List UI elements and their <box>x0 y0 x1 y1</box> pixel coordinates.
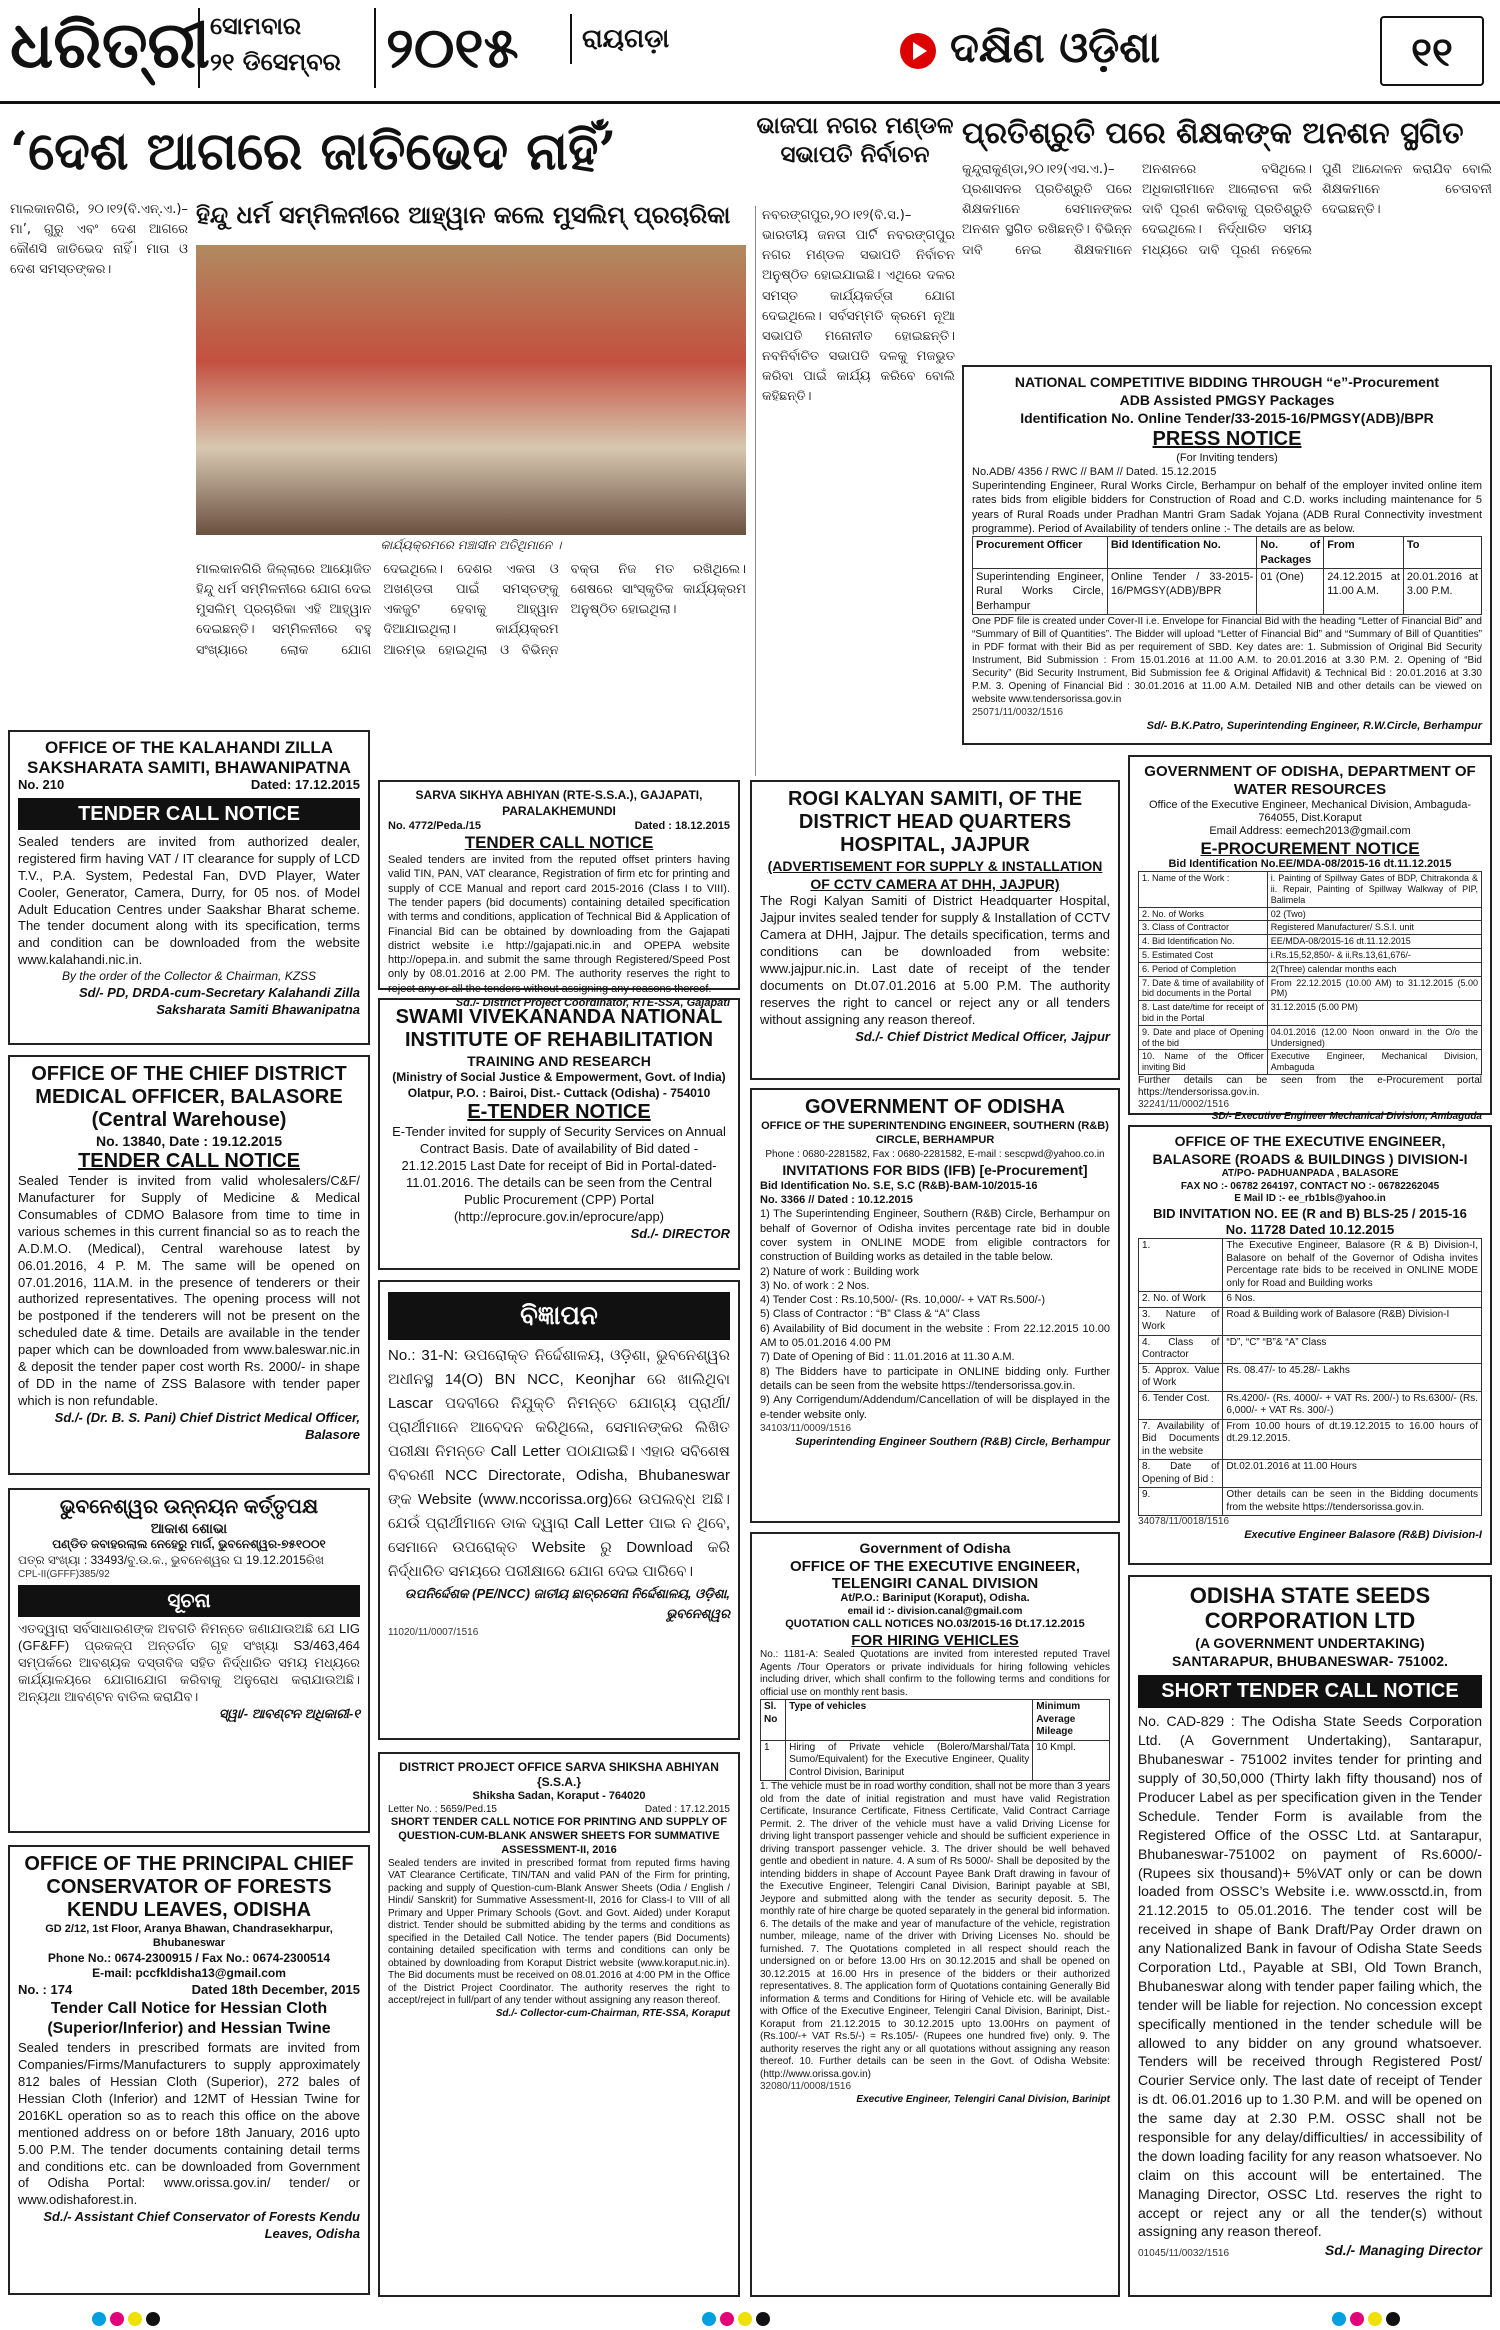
telengiri-td: Hiring of Private vehicle (Bolero/Marshal/Tata Sumo/Equivalent) for the Executive Engineer, Quality Control Division, Bariniput <box>786 1740 1033 1781</box>
ad-koraput-ssa <box>378 1752 740 2297</box>
rnbb-bar: INVITATIONS FOR BIDS (IFB) [e-Procurement] <box>782 1161 1088 1178</box>
jajpur-title: ROGI KALYAN SAMITI, OF THE DISTRICT HEAD QUARTERS HOSPITAL, JAJPUR <box>787 788 1083 856</box>
rnbbal-bar: BID INVITATION NO. EE (R and B) BLS-25 / 2015-16 <box>1153 1205 1467 1221</box>
water-val: EE/MDA-08/2015-16 dt.11.12.2015 <box>1267 935 1481 949</box>
telengiri-sub: OFFICE OF THE EXECUTIVE ENGINEER, TELENGIRI CANAL DIVISION <box>789 1557 1081 1592</box>
water-key: 9. Date and place of Opening of the bid <box>1139 1025 1268 1050</box>
rnbb-item: 8) The Bidders have to participate in ONLINE bidding only. Further details can be seen from the website https://tendersorissa.gov.in. <box>760 1365 1110 1392</box>
magenta-dot <box>110 2312 124 2326</box>
water-val: Executive Engineer, Mechanical Division, Ambaguda <box>1267 1050 1481 1075</box>
gajapati-date: Dated : 18.12.2015 <box>634 820 730 833</box>
koraput-title: DISTRICT PROJECT OFFICE SARVA SHIKSHA ABHIYAN {S.S.A.} <box>399 1760 719 1789</box>
page-number: ୧୧ <box>1380 16 1484 86</box>
lead-body: ମାଲକାନଗିରି ଜିଲ୍ଲାରେ ଆୟୋଜିତ ହିନ୍ଦୁ ଧର୍ମ ସମ୍ମିଳନୀରେ ଯୋଗ ଦେଇ ମୁସଲିମ୍ ପ୍ରଚାରିକା ଏହି ଆହ୍ୱାନ ଦେଇଛନ୍ତି। ସମ୍ମିଳନୀରେ ବହୁ ସଂଖ୍ୟାରେ ଲୋକ ଯୋଗ ଦେଇଥିଲେ। ଦେଶର ଏକତା ଓ ଅଖଣ୍ଡତା ପାଇଁ ସମସ୍ତଙ୍କୁ ଏକଜୁଟ ହେବାକୁ ଆହ୍ୱାନ ଦିଆଯାଇଥିଲା। କାର୍ଯ୍ୟକ୍ରମ ଆରମ୍ଭ ହୋଇଥିଲା ଓ ବିଭିନ୍ନ ବକ୍ତା ନିଜ ମତ ରଖିଥିଲେ। ଶେଷରେ ସାଂସ୍କୃତିକ କାର୍ଯ୍ୟକ୍ରମ ଅନୁଷ୍ଠିତ ହୋଇଥିଲା। <box>196 562 746 658</box>
rnbbal-val: 6 Nos. <box>1223 1292 1482 1308</box>
rnbbal-val: Rs.4200/- (Rs. 4000/- + VAT Rs. 200/-) to Rs.6300/- (Rs. 6,000/- + VAT Rs. 300/-) <box>1223 1391 1482 1419</box>
rnbb-item: 7) Date of Opening of Bid : 11.01.2016 at 11.30 A.M. <box>760 1351 1015 1364</box>
telengiri-body: No.: 1181-A: Sealed Quotations are invited from interested reputed Travel Agents /Tour Operators or private individuals for hiring following vehicles including driver, which shall confirm to the following terms and conditions for official use on monthly rent basis. <box>760 1649 1110 1698</box>
ncb-sub: ADB Assisted PMGSY Packages <box>1119 392 1335 409</box>
rnbbal-key: 9. <box>1139 1488 1223 1516</box>
telengiri-td: 1 <box>761 1740 786 1781</box>
yellow-dot <box>738 2312 752 2326</box>
telengiri-th: Sl. No <box>761 1700 786 1741</box>
rnbbal-key: 1. <box>1139 1239 1223 1292</box>
bjp-headline: ଭାଜପା ନଗର ମଣ୍ଡଳ ସଭାପତି ନିର୍ବାଚନ <box>756 112 954 168</box>
ossc-bar: SHORT TENDER CALL NOTICE <box>1138 1675 1482 1708</box>
water-key: 1. Name of the Work : <box>1139 872 1268 907</box>
ossc-ref: 01045/11/0032/1516 <box>1138 2247 1230 2259</box>
issue-year: ୨୦୧୫ <box>374 8 564 88</box>
yellow-dot <box>1368 2312 1382 2326</box>
kendu-email: E-mail: pccfkldisha13@gmail.com <box>92 1966 286 1981</box>
ossc-addr: SANTARAPUR, BHUBANESWAR- 751002. <box>1172 1653 1448 1670</box>
ncb-th: Bid Identification No. <box>1107 537 1257 569</box>
rnbb-sig: Superintending Engineer Southern (R&B) Circle, Berhampur <box>795 1435 1110 1448</box>
rnbbal-key: 4. Class of Contractor <box>1139 1335 1223 1363</box>
ncb-th: From <box>1324 537 1404 569</box>
issue-day-date: ୨୧ ଡିସେମ୍ବର <box>210 48 341 76</box>
magenta-dot <box>720 2312 734 2326</box>
yellow-dot <box>128 2312 142 2326</box>
koraput-no: Letter No. : 5659/Ped.15 <box>388 1803 497 1815</box>
lead-headline: ‘ଦେଶ ଆଗରେ ଜାତିଭେଦ ନାହିଁ’ <box>10 121 617 182</box>
rnbbal-addr: AT/PO- PADHUANPADA , BALASORE <box>1221 1168 1399 1179</box>
kalahandi-date: Dated: 17.12.2015 <box>250 777 360 793</box>
lead-subheadline: ହିନ୍ଦୁ ଧର୍ମ ସମ୍ମିଳନୀରେ ଆହ୍ୱାନ କଲେ ମୁସଲିମ୍ ପ୍ରଚାରିକା <box>196 200 731 229</box>
ncc-body: No.: 31-N: ଉପରୋକ୍ତ ନିର୍ଦ୍ଦେଶାଳୟ, ଓଡ଼ିଶା, ଭୁବନେଶ୍ୱର ଅଧୀନସ୍ଥ 14(O) BN NCC, Keonjhar ରେ ଖାଲିଥିବା Lascar ପଦବୀରେ ନିଯୁକ୍ତି ନିମନ୍ତେ ଯୋଗ୍ୟ ପ୍ରାର୍ଥୀ/ପ୍ରାର୍ଥୀମାନେ ଆବେଦନ କରିଥିଲେ, ସେମାନଙ୍କର ଲିଖିତ ପରୀକ୍ଷା ନିମନ୍ତେ Call Letter ପଠାଯାଇଛି। ଏହାର ସବିଶେଷ ବିବରଣୀ NCC Directorate, Odisha, Bhubaneswar ଙ୍କ Website (www.nccorissa.org)ରେ ଉପଲବ୍ଧ ଅଛି। ଯେଉଁ ପ୍ରାର୍ଥୀମାନେ ଡାକ ଦ୍ୱାରା Call Letter ପାଇ ନ ଥିବେ, ସେମାନେ ଉପରୋକ୍ତ Website ରୁ Download କରି ନିର୍ଦ୍ଧାରିତ ସମୟରେ ପରୀକ୍ଷାରେ ଯୋଗ ଦେଇ ପାରିବେ। <box>388 1346 730 1580</box>
ncb-press: PRESS NOTICE <box>1152 427 1302 450</box>
water-key: 6. Period of Completion <box>1139 962 1268 976</box>
water-table <box>1138 871 1482 1075</box>
rnbb-sub: OFFICE OF THE SUPERINTENDING ENGINEER, SOUTHERN (R&B) CIRCLE, BERHAMPUR <box>761 1120 1109 1147</box>
jajpur-body: The Rogi Kalyan Samiti of District Headquarter Hospital, Jajpur invites sealed tender for supply & Installation of CCTV Camera at DHH, Jajpur. The details specification, terms and conditions can be downloaded from website: www.jajpur.nic.in. Last date of receipt of the tender documents on Dt.07.01.2016 at 5.00 P.M. The authority reserves the right to cancel or reject any or all tenders without assigning any reason thereof. <box>760 893 1110 1027</box>
rnbb-phone: Phone : 0680-2281582, Fax : 0680-2281582, E-mail : sescpwd@yahoo.co.in <box>765 1148 1105 1160</box>
registration-dots <box>700 2308 772 2327</box>
bda-addr: ପଣ୍ଡିତ ଜବାହରଲାଲ ନେହେରୁ ମାର୍ଗ, ଭୁବନେଶ୍ୱର-୭୫୧୦୦୧ <box>52 1537 326 1552</box>
ad-kalahandi <box>8 730 370 1045</box>
water-key: 2. No. of Works <box>1139 907 1268 921</box>
bda-bar: ସୂଚନା <box>18 1585 360 1617</box>
ncb-td: Online Tender / 33-2015-16/PMGSY(ADB)/BPR <box>1107 568 1257 614</box>
ad-ossc <box>1128 1575 1492 2297</box>
teachers-body: କୁନ୍ଦୁରାକୁଣ୍ଡା,୨୦।୧୨(ଏସ.ଏ.)– ପ୍ରଶାସନର ପ୍ରତିଶ୍ରୁତି ପରେ ଶିକ୍ଷକମାନେ ସେମାନଙ୍କର ଅନଶନ ସ୍ଥଗିତ ରଖିଛନ୍ତି। ବିଭିନ୍ନ ଦାବି ନେଇ ଶିକ୍ଷକମାନେ ଅନଶନରେ ବସିଥିଲେ। ଅଧିକାରୀମାନେ ଆଲୋଚନା କରି ଦାବି ପୂରଣ କରିବାକୁ ପ୍ରତିଶ୍ରୁତି ଦେଇଥିଲେ। ନିର୍ଦ୍ଧାରିତ ସମୟ ମଧ୍ୟରେ ଦାବି ପୂରଣ ନହେଲେ ପୁଣି ଆନ୍ଦୋଳନ କରାଯିବ ବୋଲି ଶିକ୍ଷକମାନେ ଚେତାବନୀ ଦେଇଛନ୍ତି। <box>962 162 1492 258</box>
water-val: From 22.12.2015 (10.00 AM) to 31.12.2015 (5.00 PM) <box>1267 976 1481 1001</box>
rnbbal-val: The Executive Engineer, Balasore (R & B) Division-I, Balasore on behalf of the Governor of Odisha invites Percentage rate bids to be received in ONLINE MODE only for Road and Building works <box>1223 1239 1482 1292</box>
water-sub: Office of the Executive Engineer, Mechanical Division, Ambaguda-764055, Dist.Koraput <box>1148 799 1472 825</box>
ad-balasore-cdmo <box>8 1055 370 1475</box>
koraput-sig: Sd./- Collector-cum-Chairman, RTE-SSA, Koraput <box>495 2007 730 2019</box>
telengiri-terms: 1. The vehicle must be in road worthy condition, shall not be more than 3 years old from the date of initial registration and must have valid Registration Certificate, Insurance Certificate, Fitness Certificate, Valid Contract Carriage Permit. 2. The driver of the vehicle must have a valid Driving License for driving light transport passenger vehicle and should be sufficient experience in driving transport passenger vehicle. 3. The driver should be well behaved gentle and obedient in nature. 4. A sum of Rs 5000/- Shall be deposited by the intending bidders in shape of Account Payee Bank Draft drawing in favour of the Executive Engineer, Telengiri Canal Division, Barinipt payable at SBI, Jeypore and submitted along with the tender as security deposit. 5. The monthly rate of hire charge be quoted separately in the general bid information. 6. The details of the make and year of manufacture of the vehicle, registration number, mileage, name of the driver with Driving Licenses No. should be furnished. 7. The Quotations completed in all respect should reach the undersigned on or before 13.00 Hrs on 30.12.2015 and shall be opened on 30.12.2015 at 16.00 Hrs in presence of the bidders or their authorized representatives. 8. The application form of Quotations containing Generally Bid information & terms and Conditions for Hiring of Vehicle etc. will be available with Office of the Executive Engineer, Telengiri Canal Division, Barinipt, Dist.- Koraput from 21.12.2015 to 30.12.2015 upto 13.00Hrs on payment of (Rs.100/-+ VAT Rs.5/-) = Rs.105/- (Rupees one hundred five) only. 9. The authority reserves the right any or all quotations without assigning any reason thereof. 10. Further details can be seen in the Govt. of Odisha Website: (http://www.orissa.gov.in) <box>760 1781 1110 2080</box>
rnbbal-key: 6. Tender Cost. <box>1139 1391 1223 1419</box>
ad-svnirtar <box>378 998 740 1270</box>
kendu-title: OFFICE OF THE PRINCIPAL CHIEF CONSERVATOR OF FORESTS KENDU LEAVES, ODISHA <box>24 1853 354 1921</box>
ad-gajapati-ssa <box>378 780 740 1009</box>
bda-sub: ଆକାଶ ଶୋଭା <box>150 1520 228 1536</box>
ncc-ref: 11020/11/0007/1516 <box>388 1627 479 1639</box>
cyan-dot <box>1332 2312 1346 2326</box>
rnbbal-val: Dt.02.01.2016 at 11.00 Hours <box>1223 1460 1482 1488</box>
telengiri-table <box>760 1699 1110 1781</box>
koraput-addr: Shiksha Sadan, Koraput - 764020 <box>472 1790 646 1802</box>
water-key: 7. Date & time of availability of bid documents in the Portal <box>1139 976 1268 1001</box>
masthead <box>0 0 1500 104</box>
section-title <box>900 18 1370 78</box>
magenta-dot <box>1350 2312 1364 2326</box>
play-icon <box>900 33 936 69</box>
water-val: 02 (Two) <box>1267 907 1481 921</box>
ad-bda <box>8 1488 370 1833</box>
telengiri-sig: Executive Engineer, Telengiri Canal Division, Barinipt <box>856 2093 1110 2105</box>
kendu-no: No. : 174 <box>18 1981 73 1997</box>
ossc-body: No. CAD-829 : The Odisha State Seeds Corporation Ltd. (A Government Undertaking), Santarapur, Bhubaneswar - 751002 invites tender for printing and supply of 30,50,000 (Thirty lakh fifty thousand) nos of Producer Label as per specification given in the Tender Schedule. Tender Form is available from the Registered Office of the OSSC Ltd. at Santarapur, Bhubaneswar-751002 on payment of Rs.6000/- (Rupees six thousand)+ 5%VAT only or can be down loaded from OSSC’s Website i.e. www.ossctd.in, from 21.12.2015 to 05.01.2016. The tender cost will be received in shape of Bank Draft/Pay Order drawn on any Nationalized Bank in favour of Odisha State Seeds Corporation Ltd., Payable at SBI, Old Town Branch, Bhubaneswar along with tender paper failing which, the tender will be liable for rejection. No concession except specifically mentioned in the tender schedule will be allowed to any bidder on any ground whatsoever. Tenders will be received through Registered Post/ Courier Service only. The last date of receipt of Tender is dt. 06.01.2016 up to 1.30 P.M. and will be opened on the same day at 2.30 P.M. OSSC shall not be responsible for any delay/difficulties/ in accessibility of the down loading facility for any reason whatsoever. No claim on this account will be entertained. The Managing Director, OSSC Ltd. reserves the right to accept or reject any or all the tender(s) without assigning any reason thereof. <box>1138 1713 1482 2240</box>
section-label: ଦକ୍ଷିଣ ଓଡ଼ିଶା <box>950 23 1161 72</box>
rnbbal-key: 8. Date of Opening of Bid : <box>1139 1460 1223 1488</box>
ncb-ref: 25071/11/0032/1516 <box>972 706 1064 718</box>
ncb-sig: Sd/- B.K.Patro, Superintending Engineer, R.W.Circle, Berhampur <box>1146 719 1482 732</box>
svnirtar-ministry: (Ministry of Social Justice & Empowerment, Govt. of India) Olatpur, P.O. : Bairoi, Dist.- Cuttack (Odisha) - 754010 <box>392 1070 726 1100</box>
svnirtar-body: E-Tender invited for supply of Security Services on Annual Contract Basis. Date of availability of Bid dated - 21.12.2015 Last Date for receipt of Bid in Portal-dated-11.01.2016. The details can be seen from the Central Public Procurement (CPP) Portal (http://eprocure.gov.in/eprocure/app) <box>392 1124 726 1224</box>
telengiri-bar: FOR HIRING VEHICLES <box>851 1632 1019 1649</box>
rnbb-bidid: Bid Identification No. S.E, S.C (R&B)-BAM-10/2015-16 <box>760 1179 1038 1192</box>
lead-photo-caption: କାର୍ଯ୍ୟକ୍ରମରେ ମଞ୍ଚାସୀନ ଅତିଥିମାନେ । <box>380 538 562 552</box>
jajpur-sub: (ADVERTISEMENT FOR SUPPLY & INSTALLATION OF CCTV CAMERA AT DHH, JAJPUR) <box>767 858 1103 893</box>
rnbb-item: 2) Nature of work : Building work <box>760 1265 919 1278</box>
rnbb-ref: 34103/11/0009/1516 <box>760 1422 852 1434</box>
telengiri-email: email id :- division.canal@gmail.com <box>847 1605 1023 1617</box>
koraput-bar: SHORT TENDER CALL NOTICE FOR PRINTING AND SUPPLY OF QUESTION-CUM-BLANK ANSWER SHEETS FOR SUMMATIVE ASSESSMENT-II, 2016 <box>390 1816 728 1856</box>
ncb-th: No. of Packages <box>1257 537 1324 569</box>
water-val: Registered Manufacturer/ S.S.I. unit <box>1267 921 1481 935</box>
kendu-sig: Sd./- Assistant Chief Conservator of Forests Kendu Leaves, Odisha <box>43 2209 360 2242</box>
ncb-for: (For Inviting tenders) <box>1176 451 1278 464</box>
telengiri-td: 10 Kmpl. <box>1033 1740 1110 1781</box>
bda-title: ଭୁବନେଶ୍ୱର ଉନ୍ନୟନ କର୍ତ୍ତୃପକ୍ଷ <box>59 1496 319 1518</box>
telengiri-th: Type of vehicles <box>786 1700 1033 1741</box>
kendu-date: Dated 18th December, 2015 <box>191 1981 360 1997</box>
ad-water-resources <box>1128 755 1492 1123</box>
ad-ncc <box>378 1280 740 1740</box>
ncb-body: Superintending Engineer, Rural Works Circle, Berhampur on behalf of the employer invited online item rates bids from eligible bidders for Construction of Road and C.D. works including maintenance for 5 years of Rural Roads under Pradhan Mantri Gram Sadak Yojana (ADB Rural Connectivity investment programme). Period of Availability of tenders online :- The details are as below. <box>972 480 1482 536</box>
cdmo-bar: TENDER CALL NOTICE <box>78 1150 300 1173</box>
rnbbal-table <box>1138 1238 1482 1516</box>
cyan-dot <box>92 2312 106 2326</box>
telengiri-th: Minimum Average Mileage <box>1033 1700 1110 1741</box>
water-title: GOVERNMENT OF ODISHA, DEPARTMENT OF WATER RESOURCES <box>1144 763 1476 798</box>
gajapati-body: Sealed tenders are invited from the reputed offset printers having valid TIN, PAN, VAT clearance, Registration of firm etc for printing and supply of CCE Manual and report card 2015-2016 (Class I to VIII). The tender papers (bid documents) containing detailed specification with terms and conditions, application of Technical Bid & Application of Financial Bid can be obtained by downloading from the Gajapati district website i.e http://gajapati.nic.in and OPEPA website http://opepa.in. and submit the same through Registered/Speed Post only by 08.01.2016 at 2.00 PM. The authority reserves the right to reject any or all the tenders without assigning any reasons thereof. <box>388 854 730 995</box>
kendu-phone: Phone No.: 0674-2300915 / Fax No.: 0674-2300514 <box>47 1950 331 1965</box>
water-sig: SD/- Executive Engineer Mechanical Division, Ambaguda <box>1211 1111 1482 1123</box>
ncb-th: To <box>1403 537 1481 569</box>
rnbbal-ref: 34078/11/0018/1516 <box>1138 1516 1230 1527</box>
print-registration-marks <box>0 2300 1500 2330</box>
kendu-bar: Tender Call Notice for Hessian Cloth (Superior/Inferior) and Hessian Twine <box>47 1999 331 2038</box>
issue-day: ସୋମବାର <box>210 12 302 40</box>
ncc-sig: ଉପନିର୍ଦ୍ଦେଶକ (PE/NCC) ଜାତୀୟ ଛାତ୍ରସେନା ନିର୍ଦ୍ଦେଶାଳୟ, ଓଡ଼ିଶା, ଭୁବନେଶ୍ୱର <box>404 1585 730 1622</box>
svnirtar-sig: Sd./- DIRECTOR <box>630 1225 730 1241</box>
ncb-ident: Identification No. Online Tender/33-2015-16/PMGSY(ADB)/BPR <box>1020 410 1434 427</box>
rnbb-body: 1) The Superintending Engineer, Southern (R&B) Circle, Berhampur on behalf of Governor of Odisha invites percentage rate bid in double cover system in ONLINE MODE from eligible contractors for construction of Building works as detailed in the table below. <box>760 1208 1110 1264</box>
rnbbal-val: Rs. 08.47/- to 45.28/- Lakhs <box>1223 1363 1482 1391</box>
kalahandi-bar: TENDER CALL NOTICE <box>18 798 360 830</box>
ncb-td: Superintending Engineer, Rural Works Circle, Berhampur <box>973 568 1108 614</box>
ncb-no: No.ADB/ 4356 / RWC // BAM // Dated. 15.12.2015 <box>972 465 1217 478</box>
gajapati-no: No. 4772/Peda./15 <box>388 820 481 833</box>
water-key: 5. Estimated Cost <box>1139 949 1268 963</box>
ad-jajpur-rks <box>750 780 1120 1080</box>
cyan-dot <box>702 2312 716 2326</box>
water-bidid: Bid Identification No.EE/MDA-08/2015-16 dt.11.12.2015 <box>1168 858 1452 871</box>
cdmo-title: OFFICE OF THE CHIEF DISTRICT MEDICAL OFFICER, BALASORE <box>31 1063 347 1108</box>
svnirtar-sub: TRAINING AND RESEARCH <box>467 1053 651 1069</box>
telengiri-title: Government of Odisha <box>859 1540 1011 1556</box>
ad-ncb-pmgsy <box>962 365 1492 745</box>
svnirtar-bar: E-TENDER NOTICE <box>467 1101 651 1124</box>
water-val: 04.01.2016 (12.00 Noon onward in the O/o the Undersigned) <box>1267 1025 1481 1050</box>
kalahandi-no: No. 210 <box>18 777 65 793</box>
ncb-td: 20.01.2016 at 3.00 P.M. <box>1403 568 1481 614</box>
edition-city: ରାୟଗଡ଼ା <box>570 14 710 64</box>
rnbb-item: 6) Availability of Bid document in the website : From 22.12.2015 10.00 AM to 05.01.2016 4.00 PM <box>760 1322 1110 1350</box>
issue-date <box>198 8 368 88</box>
black-dot <box>756 2312 770 2326</box>
kendu-body: Sealed tenders in prescribed formats are invited from Companies/Firms/Manufacturers to supply approximately 812 bales of Hessian Cloth (Superior), 272 bales of Hessian Cloth (Inferior) and 12MT of Hessian Twine for 2016KL operation so as to reach this office on the above mentioned address on or before 18th January, 2016 upto 5.00 P.M. The tender documents containing detail terms and conditions etc. can be downloaded from Government of Odisha Portal: www.orissa.gov.in/ tender/ or www.odishaforest.in. <box>18 2040 360 2208</box>
ncc-bar: ବିଜ୍ଞାପନ <box>388 1292 730 1340</box>
water-note: Further details can be seen from the e-Procurement portal https://tendersorissa.gov.in. <box>1138 1075 1482 1099</box>
newspaper-logo: ଧରିତ୍ରୀ <box>10 8 210 83</box>
black-dot <box>1386 2312 1400 2326</box>
registration-dots <box>90 2308 162 2327</box>
ad-telengiri <box>750 1532 1120 2297</box>
kalahandi-body: Sealed tenders are invited from authorized dealer, registered firm having VAT / IT clearance for supply of LCD T.V., P.A. System, Pedestal Fan, DVD Player, Water Cooler, Generator, Camera, Durry, for 05 nos. of Model Adult Education Centres under Saakshar Bharat scheme. The tender document along with its specification, terms and condition can be downloaded from the website www.kalahandi.nic.in. <box>18 833 360 968</box>
water-key: 8. Last date/time for receipt of bid in the Portal <box>1139 1001 1268 1026</box>
ossc-title: ODISHA STATE SEEDS CORPORATION LTD <box>1189 1583 1431 1634</box>
rnbbal-val: From 10.00 hours of dt.19.12.2015 to 16.00 hours of dt.29.12.2015. <box>1223 1419 1482 1460</box>
kalahandi-order: By the order of the Collector & Chairman, KZSS <box>61 969 317 984</box>
rnbbal-sig: Executive Engineer Balasore (R&B) Division-I <box>1244 1528 1482 1541</box>
cdmo-body: Sealed Tender is invited from valid wholesalers/C&F/ Manufacturer for Supply of Medicine & Medical Consumables of CDMO Balasore from time to time in various schemes in this current financial so as to reach the A.D.M.O. (Medical), Central warehouse latest by 06.01.2016, 4 P. M. The same will be opened on 07.01.2016, 11A.M. in the presence of tenderers or their authorized representatives. The opening process will not be postponed if the tenderers will not be present on the scheduled date & time. Details are available in the tender paper which can be downloaded from www.baleswar.nic.in & deposit the tender paper cost worth Rs. 2000/- in shape of DD in the name of ZSS Balasore with tender paper which is non refundable. <box>18 1173 360 1408</box>
rnbbal-key: 2. No. of Work <box>1139 1292 1223 1308</box>
bda-ref: CPL-II(GFFF)385/92 <box>18 1569 110 1581</box>
water-key: 4. Bid Identification No. <box>1139 935 1268 949</box>
bda-sig: ସ୍ୱା/- ଆବଣ୍ଟନ ଅଧିକାରୀ-୧ <box>218 1705 360 1721</box>
ncb-th: Procurement Officer <box>973 537 1108 569</box>
water-val: i. Painting of Spillway Gates of BDP, Chitrakonda & ii. Repair, Painting of Spillway Walkway of PIP, Balimela <box>1267 872 1481 907</box>
cdmo-sub: (Central Warehouse) <box>91 1109 287 1131</box>
telengiri-no: QUOTATION CALL NOTICES NO.03/2015-16 Dt.17.12.2015 <box>785 1618 1085 1631</box>
teachers-headline: ପ୍ରତିଶ୍ରୁତି ପରେ ଶିକ୍ଷକଙ୍କ ଅନଶନ ସ୍ଥଗିତ <box>962 116 1464 151</box>
ad-rnb-berhampur <box>750 1088 1120 1523</box>
kalahandi-title: OFFICE OF THE KALAHANDI ZILLA SAKSHARATA SAMITI, BHAWANIPATNA <box>27 738 351 777</box>
rnbbal-title: OFFICE OF THE EXECUTIVE ENGINEER, BALASORE (ROADS & BUILDINGS ) DIVISION-I <box>1152 1133 1468 1167</box>
koraput-body: Sealed tenders are invited in prescribed format from reputed firms having VAT Clearance Certificate, TIN/TAN and valid PAN of the Firm for printing, packing and supply of Question-cum-Blank Answer Sheets (Odia / English / Hindi/ Sanskrit) for Summative Assessment-II, 2016 for Class-I to VIII of all Primary and Upper Primary Schools (Govt. and Govt. Aided) under Koraput district. Tender should be submitted abiding by the terms and conditions as specified in the Detailed Call Notice. The tender papers (Bid Documents) containing detailed specification with terms and conditions can only be obtained by downloading from Koraput District website (www.koraput.nic.in). The Bid documents must be received on 08.01.2016 at 4:00 PM in the Office of the District Project Coordinator. The authority reserves the right to accept/reject in full/part of any tender without assigning any reason thereof. <box>388 1857 730 2006</box>
ncb-title: NATIONAL COMPETITIVE BIDDING THROUGH “e”-Procurement <box>1014 374 1440 390</box>
rnbbal-fax: FAX NO :- 06782 264197, CONTACT NO :- 06782262045 <box>1180 1180 1440 1192</box>
registration-dots <box>1330 2308 1402 2327</box>
kendu-addr: GD 2/12, 1st Floor, Aranya Bhawan, Chandrasekharpur, Bhubaneswar <box>45 1923 333 1950</box>
lead-dateline: ମାଲକାନଗିରି, ୨୦।୧୨(ବି.ଏନ୍.ଏ.)– ମା’, ଗୁରୁ ଏବଂ ଦେଶ ଆଗରେ କୌଣସି ଜାତିଭେଦ ନାହିଁ। ମାତା ଓ ଦେଶ ସମସ୍ତଙ୍କର। <box>10 202 188 278</box>
rnbb-item: 4) Tender Cost : Rs.10,500/- (Rs. 10,000/- + VAT Rs.500/-) <box>760 1294 1046 1307</box>
ncb-td: 24.12.2015 at 11.00 A.M. <box>1324 568 1404 614</box>
black-dot <box>146 2312 160 2326</box>
gajapati-sig: Sd./- District Project Coordinator, RTE-SSA, Gajapati <box>455 997 730 1009</box>
lead-photo <box>196 245 746 535</box>
ossc-sig: Sd./- Managing Director <box>1324 2242 1482 2259</box>
telengiri-ref: 32080/11/0008/1516 <box>760 2081 852 2093</box>
water-key: 3. Class of Contractor <box>1139 921 1268 935</box>
jajpur-sig: Sd./- Chief District Medical Officer, Jajpur <box>855 1028 1110 1044</box>
gajapati-title: SARVA SIKHYA ABHIYAN (RTE-S.S.A.), GAJAPATI, PARALAKHEMUNDI <box>415 788 703 818</box>
bjp-body: ନବରଙ୍ଗପୁର,୨୦।୧୨(ବି.ସ.)– ଭାରତୀୟ ଜନତା ପାର୍ଟି ନବରଙ୍ଗପୁର ନଗର ମଣ୍ଡଳ ସଭାପତି ନିର୍ବାଚନ ଅନୁଷ୍ଠିତ ହୋଇଯାଇଛି। ଏଥିରେ ଦଳର ସମସ୍ତ କାର୍ଯ୍ୟକର୍ତ୍ତା ଯୋଗ ଦେଇଥିଲେ। ସର୍ବସମ୍ମତି କ୍ରମେ ନୂଆ ସଭାପତି ମନୋନୀତ ହୋଇଛନ୍ତି। ନବନିର୍ବାଚିତ ସଭାପତି ଦଳକୁ ମଜଭୁତ କରିବା ପାଇଁ କାର୍ଯ୍ୟ କରିବେ ବୋଲି କହିଛନ୍ତି। <box>755 206 955 776</box>
koraput-date: Dated : 17.12.2015 <box>644 1803 730 1815</box>
rnbb-item: 9) Any Corrigendum/Addendum/Cancellation of will be displayed in the e-tender website only. <box>760 1394 1110 1421</box>
svnirtar-title: SWAMI VIVEKANANDA NATIONAL INSTITUTE OF REHABILITATION <box>395 1006 723 1051</box>
water-email: Email Address: eemech2013@gmail.com <box>1209 825 1411 838</box>
ad-rnb-balasore <box>1128 1125 1492 1565</box>
telengiri-addr: At/P.O.: Bariniput (Koraput), Odisha. <box>840 1592 1030 1604</box>
water-key: 10. Name of the Officer inviting Bid <box>1139 1050 1268 1075</box>
water-val: 31.12.2015 (5.00 PM) <box>1267 1001 1481 1026</box>
rnbb-no: No. 3366 // Dated : 10.12.2015 <box>760 1194 913 1207</box>
rnbbal-key: 7. Availability of Bid Documents in the website <box>1139 1419 1223 1460</box>
rnbb-item: 5) Class of Contractor : “B” Class & “A” Class <box>760 1308 981 1321</box>
water-val: i.Rs.15,52,850/- & ii.Rs.13,61,676/- <box>1267 949 1481 963</box>
gajapati-bar: TENDER CALL NOTICE <box>464 833 654 853</box>
rnbb-item: 3) No. of work : 2 Nos. <box>760 1279 870 1292</box>
ossc-sub: (A GOVERNMENT UNDERTAKING) <box>1195 1634 1425 1651</box>
water-val: 2(Three) calendar months each <box>1267 962 1481 976</box>
rnbbal-val: Other details can be seen in the Bidding documents from the website https://tendersorissa.gov.in. <box>1223 1488 1482 1516</box>
rnbbal-val: “D”, “C” “B”& “A” Class <box>1223 1335 1482 1363</box>
cdmo-sig: Sd./- (Dr. B. S. Pani) Chief District Medical Officer, Balasore <box>54 1409 360 1442</box>
rnbbal-no: No. 11728 Dated 10.12.2015 <box>1225 1221 1395 1237</box>
rnbbal-val: Road & Building work of Balasore (R&B) Division-I <box>1223 1307 1482 1335</box>
bda-body: ଏତଦ୍ୱାରା ସର୍ବସାଧାରଣଙ୍କ ଅବଗତି ନିମନ୍ତେ ଜଣାଯାଉଅଛି ଯେ LIG (GF&FF) ପ୍ରକଳ୍ପ ଅନ୍ତର୍ଗତ ଗୃହ ସଂଖ୍ୟା S3/463,464 ସମ୍ପର୍କରେ ଆବଶ୍ୟକ ଦସ୍ତାବିଜ ସହିତ ନିର୍ଦ୍ଧାରିତ ସମୟ ମଧ୍ୟରେ କାର୍ଯ୍ୟାଳୟରେ ଯୋଗାଯୋଗ କରିବାକୁ ଅନୁରୋଧ କରାଯାଉଅଛି। ଅନ୍ୟଥା ଆବଣ୍ଟନ ବାତିଲ କରାଯିବ। <box>18 1621 360 1704</box>
ncb-td: 01 (One) <box>1257 568 1324 614</box>
water-ref: 32241/11/0002/1516 <box>1138 1099 1230 1111</box>
ncb-table <box>972 536 1482 614</box>
water-bar: E-PROCUREMENT NOTICE <box>1200 838 1420 858</box>
rnbbal-key: 3. Nature of Work <box>1139 1307 1223 1335</box>
rnbbal-key: 5. Approx. Value of Work <box>1139 1363 1223 1391</box>
ncb-notes: One PDF file is created under Cover-II i.e. Envelope for Financial Bid with the heading “Letter of Financial Bid” and “Summary of Bill of Quantities”. The Bidder will upload “Letter of Financial Bid” and “Summary of Bill of Quantities” in PDF format with their Bid as per requirement of SBD. Key dates are: 1. Submission of Original Bid Security Instrument, Bid Submission : From 15.01.2016 at 11.00 A.M. to 20.01.2016 at 3.30 P.M. 2. Opening of “Bid Security” (Bid Security Instrument, Bid Submission fee & Original Affidavit) & Technical Bid : 20.01.2016 at 3.30 P.M. 3. Opening of Financial Bid : 30.01.2016 at 11.00 A.M. Detailed NIB and other details can be viewed on website www.tendersorissa.gov.in <box>972 615 1482 705</box>
rnbb-title: GOVERNMENT OF ODISHA <box>804 1096 1065 1118</box>
rnbbal-email: E Mail ID :- ee_rb1bls@yahoo.in <box>1234 1193 1386 1204</box>
cdmo-no: No. 13840, Date : 19.12.2015 <box>95 1133 282 1149</box>
kalahandi-sig: Sd/- PD, DRDA-cum-Secretary Kalahandi Zilla Saksharata Samiti Bhawanipatna <box>78 984 360 1017</box>
bda-no: ପତ୍ର ସଂଖ୍ୟା : 33493/ବୁ.ଉ.କ., ଭୁବନେଶ୍ୱର ଘ 19.12.2015ରିଖ <box>18 1552 324 1567</box>
ad-kendu-leaves <box>8 1845 370 2295</box>
